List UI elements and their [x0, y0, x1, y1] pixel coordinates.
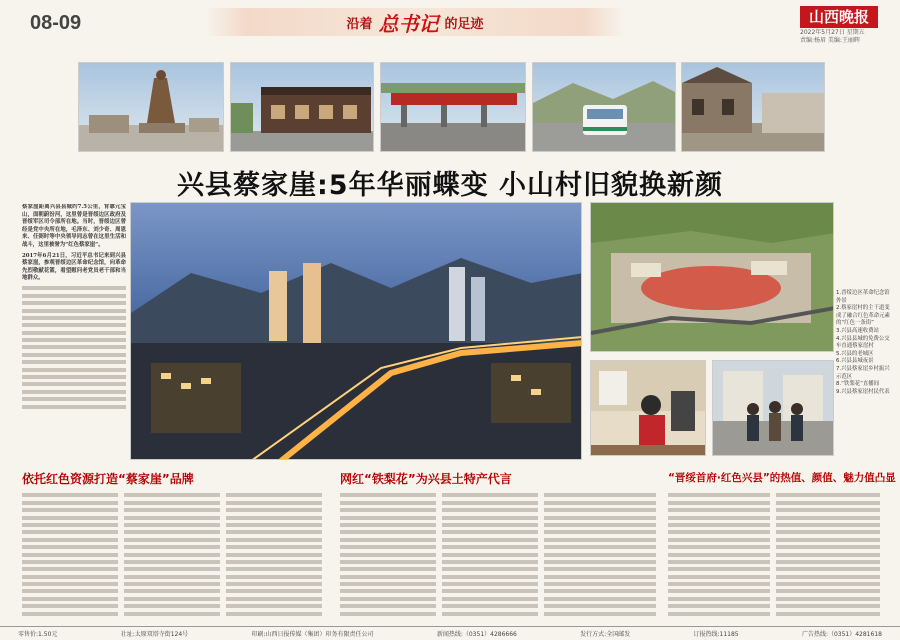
bus-illustration: [533, 63, 676, 152]
old-town-illustration: [682, 63, 825, 152]
body-column-5: [442, 490, 538, 622]
page-number: 08-09: [30, 12, 82, 34]
date-line: [800, 29, 890, 45]
banner-right-text: 的足迹: [444, 16, 484, 32]
caption-item: 4.兴县县城的免费公交车直通蔡家崖村: [836, 335, 890, 350]
column-banner: [205, 8, 625, 36]
photo-old-town: [681, 62, 825, 152]
intro-paragraph-2: 2017年6月21日，习近平总书记来到兴县蔡家崖，参观晋绥边区革命纪念馆，向革命先烈敬献花篮，看望慰问老党员老干部和当地群众。: [22, 252, 126, 282]
date-text: 2022年5月27日 星期五: [800, 29, 865, 36]
caption-item: 7.兴县蔡家崖乡村振兴示范区: [836, 365, 890, 380]
caption-item: 8.“铁梨花”直播间: [836, 381, 880, 388]
body-column-7: [668, 490, 770, 622]
newspaper-logo: 山西晚报: [800, 6, 878, 28]
intro-column: [22, 204, 126, 458]
footer-price: 零售价:1.50元: [18, 631, 58, 638]
main-headline: 兴县蔡家崖:5年华丽蝶变 小山村旧貌换新颜: [177, 170, 723, 201]
street-illustration: [231, 63, 374, 152]
footer-subscribe: 订报热线:11185: [693, 631, 739, 638]
photo-memorial-sculpture: [78, 62, 224, 152]
photo-red-street: [230, 62, 374, 152]
caption-item: 9.兴县蔡家崖村民代表: [836, 388, 890, 395]
footer-edition: 印刷:山西日报传媒（集团）印务有限责任公司: [251, 631, 374, 638]
photo-caption-list: [836, 290, 894, 396]
sculpture-illustration: [79, 63, 224, 152]
section-heading-1: 依托红色资源打造“蔡家崖”品牌: [22, 472, 194, 486]
banner-left-text: 沿着: [346, 16, 373, 32]
page-footer: [0, 626, 900, 640]
intro-body-lines: [22, 286, 126, 408]
body-column-3: [226, 490, 322, 622]
editor-text: 责编:杨眉 美编:王丽晖: [800, 37, 860, 44]
caption-item: 5.兴县的老城区: [836, 350, 874, 357]
body-column-4: [340, 490, 436, 622]
city-night-illustration: [131, 203, 582, 460]
photo-public-bus: [532, 62, 676, 152]
villagers-illustration: [713, 361, 834, 456]
body-column-8: [776, 490, 880, 622]
footer-address: 社址:太原双塔寺街124号: [120, 631, 189, 638]
caption-item: 3.兴县高速收费站: [836, 327, 879, 334]
body-column-6: [544, 490, 656, 622]
body-column-1: [22, 490, 118, 622]
page-header: [0, 0, 900, 48]
footer-news-phone: 新闻热线:（0351）4286666: [436, 631, 517, 638]
photo-aerial-village: [590, 202, 834, 352]
banner-calligraphy: 总书记: [378, 11, 439, 36]
livestream-illustration: [591, 361, 706, 456]
body-column-2: [124, 490, 220, 622]
footer-issuer: 发行方式:全国邮发: [580, 631, 631, 638]
photo-livestream-room: [590, 360, 706, 456]
aerial-illustration: [591, 203, 834, 352]
section-heading-3: “晋绥首府·红色兴县”的热值、颜值、魅力值凸显: [668, 472, 896, 484]
footer-ad-phone: 广告热线:（0351）4281618: [801, 631, 882, 638]
photo-villagers: [712, 360, 834, 456]
photo-toll-station: [380, 62, 526, 152]
section-heading-2: 网红“铁梨花”为兴县土特产代言: [340, 472, 512, 486]
caption-item: 6.兴县县城夜景: [836, 358, 874, 365]
caption-item: 1.晋绥边区革命纪念馆外景: [836, 290, 890, 304]
toll-illustration: [381, 63, 526, 152]
caption-item: 2.蔡家崖村的主干道变成了融合红色革命元素的“红色一条街”: [836, 305, 890, 327]
intro-paragraph-1: 蔡家崖距离兴县县城约7.5公里，背靠元宝山，面朝蔚汾河，这里曾是晋绥边区政府及晋绥军区司令部所在地。当时，晋绥边区曾经是党中央所在地，毛泽东、刘少奇、周恩来、任弼时等中央领导同志曾在这里生活和战斗，这里被誉为“红色蔡家崖”。: [22, 204, 126, 248]
photo-city-night: [130, 202, 582, 460]
